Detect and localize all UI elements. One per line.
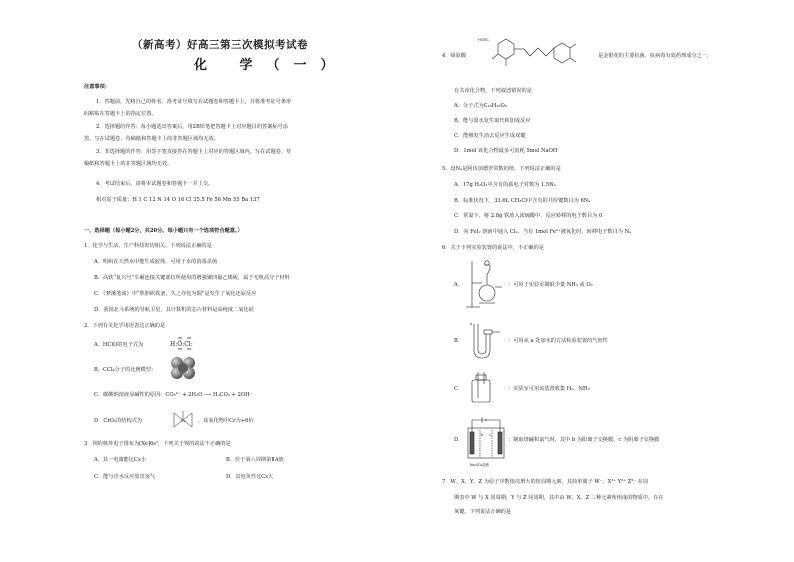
q6-stem: 6．关于下列实验装置的说法中，不正确的是 (442, 245, 544, 251)
q1-option-c: C．《梦溪笔谈》中“熬胆矾铁釜，久之亦化为铜”是发生了氧化还原反应 (94, 291, 257, 297)
notes-heading: 注意事项： (84, 84, 110, 90)
cro5-structure-icon (170, 409, 196, 431)
svg-text:Na₂SO₄溶液: Na₂SO₄溶液 (470, 463, 489, 467)
q4-lead: 4．绿原酸 (442, 53, 467, 59)
u-tube-apparatus-icon (466, 320, 504, 362)
electrolysis-cell-icon (466, 416, 506, 468)
q6-option-c: ：实验室可用该装置收集 H₂、NH₃ (508, 386, 590, 392)
svg-text:H:Ö:Cl:: H:Ö:Cl: (170, 341, 193, 348)
ccl4-space-filling-model-icon (170, 355, 196, 381)
q3-option-a: A．其一电离能比Cs小 (94, 457, 146, 463)
q6-option-a: ：可用于实验室制取少量 NH₃ 或 O₂ (508, 282, 593, 288)
q3-option-c: C．能与冷水反应放出氢气 (94, 474, 156, 480)
note-line-4: 黑，写在试题卷、草稿纸和答题卡上的非答题区域均无效。 (84, 136, 219, 142)
q4-option-b: B．能与溴水发生取代和加成反应 (454, 118, 531, 124)
exam-title: （新高考）好高三第三次模拟考试卷 (132, 39, 308, 51)
q5-option-a: A．17g H₂O₂中含有的孤电子对数为 1.5Nₐ (454, 182, 556, 188)
q7-line-1: 7．W、X、Y、Z 为原子序数依次增大的短周期元素，其简单离子 W⁻、X²⁺ Y³⁺ Z²⁻ 在周 (442, 479, 649, 485)
note-line-2: 码粘贴在答题卡上的指定位置。 (84, 111, 157, 117)
q6-option-d: ：制取烧碱和氯气时，其中 b 为阳离子交换膜，c 为阴离子交换膜 (508, 437, 660, 443)
q5-option-d: D．向 FeI₂ 溶液中通入 Cl₂，当有 1mol Fe²⁺被氧化时，转移电子数目为 Nₐ (454, 229, 632, 235)
q2-option-a: A．HClO的电子式为 (94, 342, 144, 348)
gas-bottle-apparatus-icon (468, 372, 494, 404)
q7-line-2: 期表中 W 与 X 同周期，Y 与 Z 同周期，其中由 W、X、Z 三种元素所组成的物质中，存在 (454, 495, 664, 501)
q6-label-a: A． (454, 282, 463, 288)
flask-apparatus-icon (466, 257, 504, 309)
svg-text:HOOC: HOOC (478, 38, 489, 42)
section-heading: 一、选择题（每小题2分，共20分。每小题只有一个选项符合题意。） (84, 228, 243, 234)
hclo-electron-dot-icon (170, 335, 196, 351)
q2-option-b: B．CCl₄分子的比例模型： (94, 367, 157, 373)
q7-line-3: 氧键。下列说法正确的是 (454, 509, 512, 515)
note-line-1: 1．答题前，先将自己的姓名、准考证号填写在试题卷和答题卡上，并将准考证号条形 (96, 99, 292, 105)
q5-option-c: C．常温下，将 2.8g 铁放入浓硫酸中，反应转移的电子数目为 0 (454, 213, 603, 219)
q4-stem-continued: 有关该化合物，下列叙述错误的是 (454, 88, 532, 94)
q4-tail: 是金银花的主要抗菌、抗病毒有效药理成分之一， (598, 53, 713, 59)
q3-option-d: D．其电负性比Cs大 (226, 474, 274, 480)
q6-label-c: C． (454, 386, 464, 392)
note-line-5: 3．非选择题的作答：用签字笔直接答在答题卡上对应的答题区域内。写在试题卷、草 (96, 149, 292, 155)
note-line-3: 2．选择题的作答：每小题选出答案后，用2B铅笔把答题卡上对应题目的答案标号涂 (96, 124, 288, 130)
q3-option-b: B．位于第六周期第ⅡA族 (226, 457, 284, 463)
svg-text:b: b (481, 433, 484, 437)
q1-stem: 1．化学与生活、生产科技密切相关。下列说法正确的是 (84, 243, 212, 249)
chlorogenic-acid-structure-icon (476, 26, 596, 76)
note-line-7: 4．考试结束后，请将本试题卷和答题卡一并上交。 (96, 181, 214, 187)
svg-text:c: c (489, 433, 491, 437)
note-line-6: 稿纸和答题卡上的非答题区域均无效。 (84, 161, 173, 167)
q6-label-b: B． (454, 338, 463, 344)
q2-option-d-tail: ，该氧化物中Cr为+6价 (198, 418, 254, 424)
q5-option-b: B．标准状况下，33.6L CH₃Cl中含有的共价键数目为 6Nₐ (454, 198, 591, 204)
q6-label-d: D． (454, 437, 464, 443)
q2-option-d: D．CrO₅的结构式为 (94, 418, 143, 424)
svg-text:Cr: Cr (180, 418, 186, 423)
q2-stem: 2．下列有关化学用语表达正确的是 (84, 323, 166, 329)
q2-option-c: C．碳酸钠溶液显碱性的原因：CO₃²⁻ + 2H₂O ⟶ H₂CO₃ + 2OH⁻ (94, 392, 253, 398)
q4-option-c: C．能够发生消去反应生成双键 (454, 133, 526, 139)
q3-stem: 3．钡的核外电子排布为[Xe]6s²，下列关于钡的说法不正确的是 (84, 441, 231, 447)
exam-subject: 化 学（一） (194, 58, 348, 73)
q4-option-d: D．1mol 该化合物最多可消耗 5mol NaOH (454, 148, 558, 154)
q1-option-b: B．高铁“复兴号”车厢连接关键部位所使用的增强聚四氟乙烯板，属于无机高分子材料 (94, 275, 290, 281)
q6-option-b: ：可用从 a 处加水的方法检验装置的气密性 (508, 338, 608, 344)
q5-stem: 5．设Nₐ是阿伏加德罗常数的值，下列说法正确的是 (442, 166, 561, 172)
q1-option-d: D．我国北斗系统的导航卫星，其计算机的芯片材料是高纯度二氧化硅 (94, 307, 254, 313)
q4-option-a: A．分子式为C₁₆H₁₈O₉ (454, 103, 507, 109)
atomic-masses: 相对原子质量：H 1 C 12 N 14 O 16 Cl 35.5 Fe 56 Mn 55 Ba 137 (96, 197, 260, 203)
svg-text:a: a (470, 322, 473, 326)
q1-option-a: A．明矾在天然水中能生成胶体，可用于水的消毒杀菌 (94, 259, 218, 265)
